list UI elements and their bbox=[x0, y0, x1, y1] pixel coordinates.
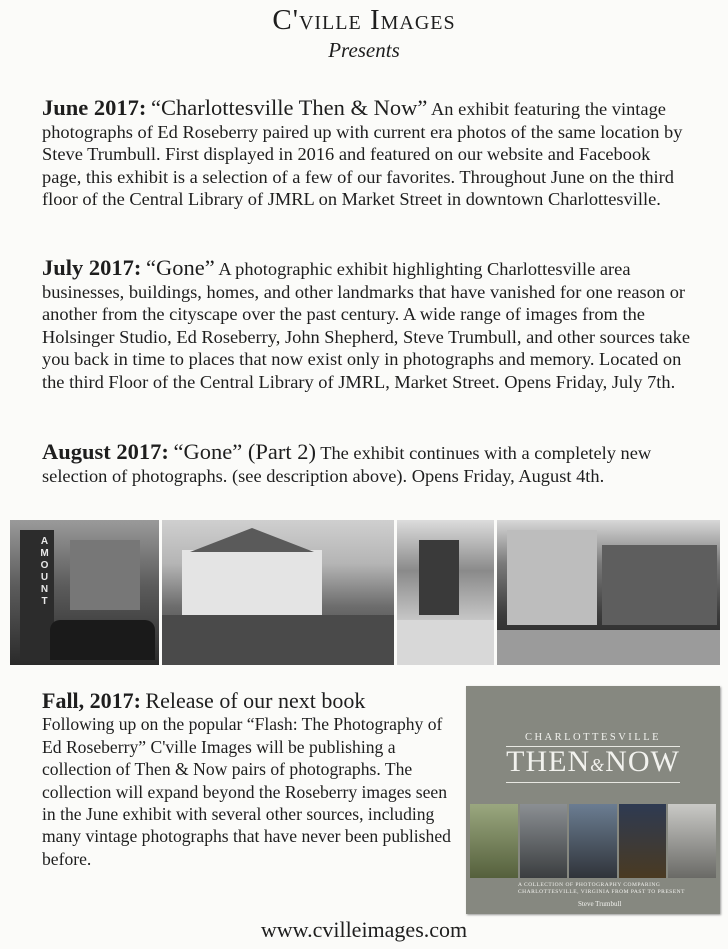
book-title bbox=[466, 746, 720, 781]
book-divider bbox=[506, 782, 680, 783]
event-title: “Gone” (Part 2) bbox=[173, 439, 316, 464]
photo-strip bbox=[10, 520, 720, 665]
event-august bbox=[42, 441, 692, 487]
event-description: An exhibit featuring the vintage photographs of Ed Roseberry paired up with current era photos of the same location by Steve Trumbull. First displayed in 2016 and featured on our website and Facebook page, this exhibit is a selection of a few of our favorites. Throughout June on the third floor of the Central Library of JMRL on Market Street in downtown Charlottesville. bbox=[42, 99, 683, 210]
book-title-now: NOW bbox=[605, 745, 680, 778]
event-description: Following up on the popular “Flash: The Photography of Ed Roseberry” C'ville Images will be publishing a collection of Then & Now pairs of photographs. The collection will expand beyond the Roseberry images seen in the June exhibit with several other sources, including many vintage photographs that have never been published before. bbox=[42, 714, 451, 869]
event-june bbox=[42, 97, 692, 211]
book-title-amp: & bbox=[590, 755, 606, 775]
book-cover bbox=[466, 686, 720, 914]
book-author: Steve Trumbull bbox=[578, 900, 622, 908]
book-series-title: CHARLOTTESVILLE bbox=[524, 732, 662, 743]
book-subtitle: A COLLECTION OF PHOTOGRAPHY COMPARING CHARLOTTESVILLE, VIRGINIA FROM PAST TO PRESENT bbox=[518, 882, 685, 895]
event-date: July 2017: bbox=[42, 255, 142, 280]
event-title: “Charlottesville Then & Now” bbox=[151, 95, 428, 120]
photo-ruins bbox=[397, 520, 494, 665]
book-title-then: THEN bbox=[506, 745, 591, 778]
event-title: Release of our next book bbox=[145, 688, 366, 713]
website-url[interactable]: www.cvilleimages.com bbox=[260, 917, 468, 942]
presents-subtitle: Presents bbox=[328, 38, 400, 62]
event-description: A photographic exhibit highlighting Charlottesville area businesses, buildings, homes, and other landmarks that have vanished for one reason or another from the cityscape over the past century. A wide range of images from the Holsinger Studio, Ed Roseberry, John Shepherd, Steve Trumbull, and other sources take you back in time to places that now exist only in photographs and memory. Located on the third Floor of the Central Library of JMRL, Market Street. Opens Friday, July 7th. bbox=[42, 259, 691, 392]
event-july bbox=[42, 257, 692, 394]
photo-theater-street bbox=[10, 520, 159, 665]
page-header bbox=[0, 4, 728, 62]
event-date: Fall, 2017: bbox=[42, 688, 141, 713]
photo-storefronts bbox=[497, 520, 720, 665]
photo-chapel bbox=[162, 520, 394, 665]
book-cover-photos bbox=[470, 804, 716, 878]
event-description: The exhibit continues with a completely new selection of photographs. (see description above). Opens Friday, August 4th. bbox=[42, 443, 652, 486]
event-title: “Gone” bbox=[146, 255, 215, 280]
event-date: August 2017: bbox=[42, 439, 169, 464]
event-fall bbox=[42, 690, 452, 870]
theater-sign: AMOUNT bbox=[39, 536, 50, 608]
event-date: June 2017: bbox=[42, 95, 147, 120]
org-title: C'ville Images bbox=[272, 4, 456, 36]
